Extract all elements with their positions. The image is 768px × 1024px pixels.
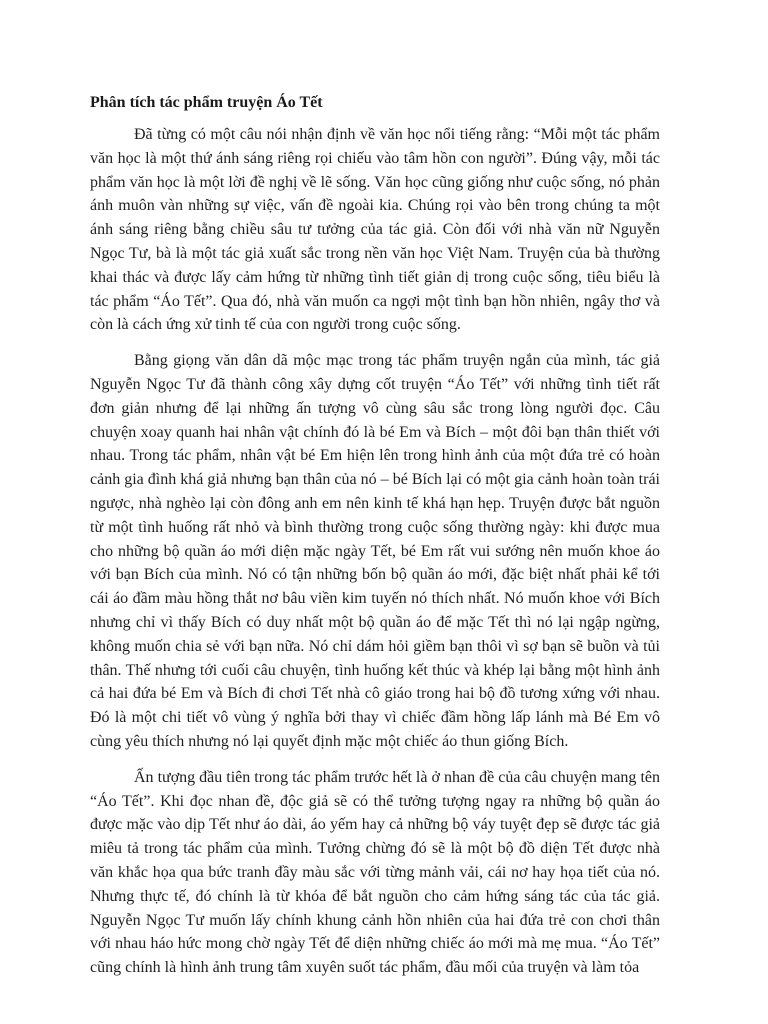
paragraph-story-summary: Bằng giọng văn dân dã mộc mạc trong tác phẩm truyện ngắn của mình, tác giả Nguyễn Ngọc Tư đã thành công xây dựng cốt truyện “Áo Tết” với những tình tiết rất đơn giản nhưng để lại những ấn tượng vô cùng sâu sắc trong lòng người đọc. Câu chuyện xoay quanh hai nhân vật chính đó là bé Em và Bích – một đôi bạn thân thiết với nhau. Trong tác phẩm, nhân vật bé Em hiện lên trong hình ảnh của một đứa trẻ có hoàn cảnh gia đình khá giả nhưng bạn thân của nó – bé Bích lại có một gia cảnh hoàn toàn trái ngược, nhà nghèo lại còn đông anh em nên kinh tế khá hạn hẹp. Truyện được bắt nguồn từ một tình huống rất nhỏ và bình thường trong cuộc sống thường ngày: khi được mua cho những bộ quần áo mới diện mặc ngày Tết, bé Em rất vui sướng nên muốn khoe áo với bạn Bích của mình. Nó có tận những bốn bộ quần áo mới, đặc biệt nhất phải kể tới cái áo đầm màu hồng thắt nơ bâu viền kim tuyến nó thích nhất. Nó muốn khoe với Bích nhưng chỉ vì thấy Bích có duy nhất một bộ quần áo để mặc Tết thì nó lại ngập ngừng, không muốn chia sẻ với bạn nữa. Nó chỉ dám hỏi giềm bạn thôi vì sợ bạn sẽ buồn và tủi thân. Thế nhưng tới cuối câu chuyện, tình huống kết thúc và khép lại bằng một hình ảnh cả hai đứa bé Em và Bích đi chơi Tết nhà cô giáo trong hai bộ đồ tương xứng với nhau. Đó là một chi tiết vô vùng ý nghĩa bởi thay vì chiếc đầm hồng lấp lánh mà Bé Em vô cùng yêu thích nhưng nó lại quyết định mặc một chiếc áo thun giống Bích. — [90, 352, 660, 750]
paragraph-intro: Đã từng có một câu nói nhận định về văn học nổi tiếng rằng: “Mỗi một tác phẩm văn học là một thứ ánh sáng riêng rọi chiếu vào tâm hồn con người”. Đúng vậy, mỗi tác phẩm văn học là một lời đề nghị về lẽ sống. Văn học cũng giống như cuộc sống, nó phản ánh muôn vàn những sự việc, vấn đề ngoài kia. Chúng rọi vào bên trong chúng ta một ánh sáng riêng bằng chiều sâu tư tưởng của tác giả. Còn đối với nhà văn nữ Nguyễn Ngọc Tư, bà là một tác giả xuất sắc trong nền văn học Việt Nam. Truyện của bà thường khai thác và được lấy cảm hứng từ những tình tiết giản dị trong cuộc sống, tiêu biểu là tác phẩm “Áo Tết”. Qua đó, nhà văn muốn ca ngợi một tình bạn hồn nhiên, ngây thơ và còn là cách ứng xử tinh tế của con người trong cuộc sống. — [90, 126, 660, 334]
document-content — [90, 92, 660, 980]
paragraph-title-impression: Ấn tượng đầu tiên trong tác phẩm trước hết là ở nhan đề của câu chuyện mang tên “Áo Tết”. Khi đọc nhan đề, độc giả sẽ có thể tưởng tượng ngay ra những bộ quần áo được mặc vào dịp Tết như áo dài, áo yếm hay cả những bộ váy tuyệt đẹp sẽ được tác giả miêu tả trong tác phẩm của mình. Tưởng chừng đó sẽ là một bộ đồ diện Tết được nhà văn khắc họa qua bức tranh đầy màu sắc với từng mảnh vải, cái nơ hay họa tiết của nó. Nhưng thực tế, đó chính là từ khóa để bắt nguồn cho cảm hứng sáng tác của tác giả. Nguyễn Ngọc Tư muốn lấy chính khung cảnh hồn nhiên của hai đứa trẻ con chơi thân với nhau háo hức mong chờ ngày Tết để diện những chiếc áo mới mà mẹ mua. “Áo Tết” cũng chính là hình ảnh trung tâm xuyên suốt tác phẩm, đầu mối của truyện và làm tỏa — [90, 768, 660, 977]
document-title: Phân tích tác phẩm truyện Áo Tết — [90, 94, 323, 111]
